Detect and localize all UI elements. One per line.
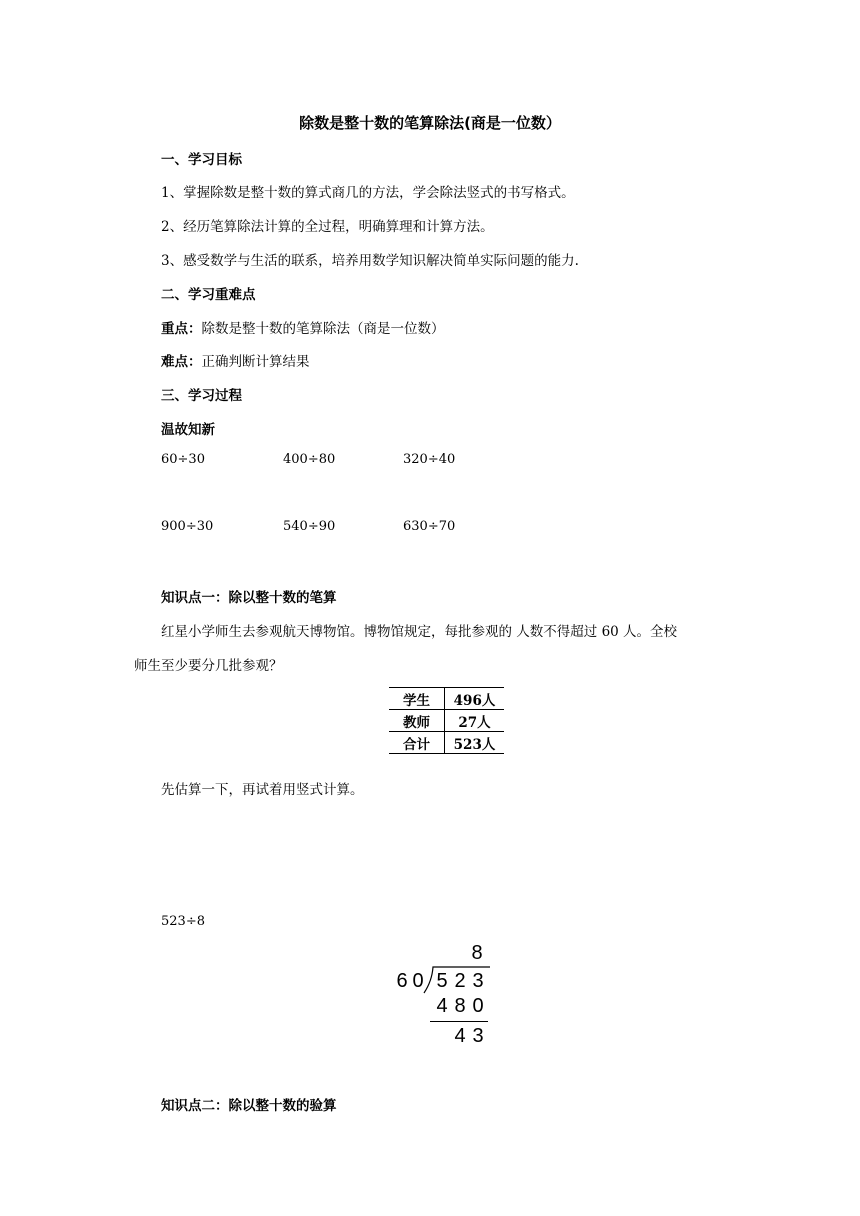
table-label: 学生 <box>389 688 445 710</box>
table-value: 496人 <box>445 688 505 710</box>
review-heading: 温故知新 <box>161 422 215 438</box>
section-heading-goals: 一、学习目标 <box>161 152 242 168</box>
table-row <box>389 710 504 732</box>
problem-text-line-2: 师生至少要分几批参观？ <box>134 658 283 674</box>
section-heading-process: 三、学习过程 <box>161 388 242 404</box>
goal-item-3: 3、感受数学与生活的联系，培养用数学知识解决简单实际问题的能力. <box>161 253 579 269</box>
product-digit: 4 <box>436 995 448 1017</box>
dividend-digit: 5 <box>436 970 448 992</box>
page-title: 除数是整十数的笔算除法(商是一位数） <box>299 114 561 132</box>
estimate-instruction: 先估算一下，再试着用竖式计算。 <box>161 782 364 798</box>
knowledge-heading-1: 知识点一：除以整十数的笔算 <box>161 590 337 606</box>
difficult-point-label: 难点： <box>161 354 202 370</box>
table-label: 合计 <box>389 732 445 754</box>
subtraction-line <box>430 1021 488 1022</box>
difficult-point-line <box>161 350 310 370</box>
knowledge-heading-2: 知识点二：除以整十数的验算 <box>161 1098 337 1114</box>
review-expr-3: 320÷40 <box>403 452 456 467</box>
review-expr-6: 630÷70 <box>403 519 456 534</box>
divisor-digit: 6 <box>396 970 408 992</box>
goal-item-1: 1、掌握除数是整十数的算式商几的方法，学会除法竖式的书写格式。 <box>161 185 575 201</box>
remainder-digit: 3 <box>472 1025 484 1047</box>
problem-text-line-1: 红星小学师生去参观航天博物馆。博物馆规定，每批参观的 人数不得超过 60 人。全校 <box>161 624 678 640</box>
table-row <box>389 688 504 710</box>
goal-item-2: 2、经历笔算除法计算的全过程，明确算理和计算方法。 <box>161 219 494 235</box>
remainder-digit: 4 <box>454 1025 466 1047</box>
division-expression: 523÷8 <box>161 914 205 929</box>
dividend-digit: 2 <box>454 970 466 992</box>
review-expr-2: 400÷80 <box>283 452 336 467</box>
table-value: 27人 <box>445 710 505 732</box>
review-expr-1: 60÷30 <box>161 452 205 467</box>
quotient-digit: 8 <box>471 942 483 964</box>
review-expr-4: 900÷30 <box>161 519 214 534</box>
section-heading-key-points: 二、学习重难点 <box>161 287 256 303</box>
key-point-line <box>161 317 445 337</box>
product-digit: 0 <box>472 995 484 1017</box>
headcount-table <box>389 687 504 754</box>
key-point-text: 除数是整十数的笔算除法（商是一位数） <box>201 321 445 337</box>
divisor-digit: 0 <box>412 970 424 992</box>
product-digit: 8 <box>454 995 466 1017</box>
difficult-point-text: 正确判断计算结果 <box>201 354 310 370</box>
table-label: 教师 <box>389 710 445 732</box>
key-point-label: 重点： <box>161 321 202 337</box>
dividend-digit: 3 <box>472 970 484 992</box>
table-row <box>389 732 504 754</box>
review-expr-5: 540÷90 <box>283 519 336 534</box>
table-value: 523人 <box>445 732 505 754</box>
